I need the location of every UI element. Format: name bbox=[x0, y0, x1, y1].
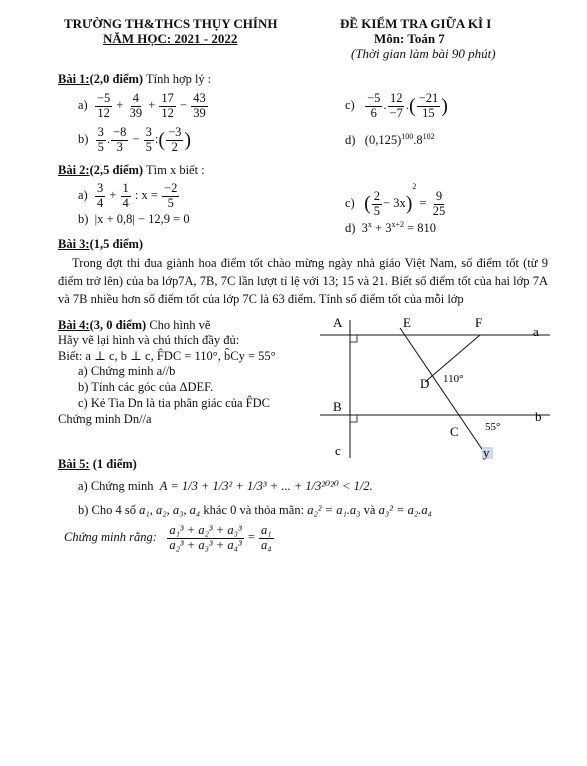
bai1-c: c) $\frac{-5}{6}$ . $\frac{12}{-7}$ .( $\frac{-21}{15}$ ) bbox=[345, 91, 448, 120]
condition-2: a₃² = a₂.a₄ bbox=[378, 503, 432, 517]
bai1-a: a) $\frac{-5}{12}$ + $\frac{4}{39}$ + $\frac{17}{12}$ − $\frac{43}{39}$ bbox=[78, 91, 206, 120]
bai2-task: Tìm x biết : bbox=[145, 163, 205, 177]
bai5-points: (1 điểm) bbox=[92, 457, 137, 471]
label-A: A bbox=[333, 315, 343, 330]
right-angle-B bbox=[350, 415, 357, 422]
bai1-label: Bài 1: bbox=[58, 72, 90, 86]
fraction: $\frac{2}{5}$ bbox=[373, 188, 381, 218]
item-label: b) bbox=[78, 212, 89, 226]
exam-duration: (Thời gian làm bài 90 phút) bbox=[351, 46, 496, 61]
label-a: a bbox=[533, 324, 539, 339]
inequality: A = 1/3 + 1/3² + 1/3³ + ... + 1/3²⁰²⁰ < 1/2. bbox=[159, 479, 373, 493]
bai1-d: d) $(0,125)^{100}.8^{102}$ bbox=[345, 132, 435, 148]
fraction: $\frac{43}{39}$ bbox=[193, 91, 206, 120]
label-55: 55° bbox=[485, 421, 501, 433]
bai5-prove: Chứng minh rằng: $\frac{\text{a₁³ + a₂³ + a₃³}}{\text{a₂³ + a₃³ + a₄³}}$ = $\frac{\text{a₁}}{\text{a₄}}$ bbox=[64, 523, 272, 552]
item-label: d) bbox=[345, 221, 356, 236]
label-b: b bbox=[535, 409, 542, 424]
label-F: F bbox=[475, 315, 483, 330]
prove-label: Chứng minh rằng: bbox=[64, 530, 157, 545]
bai2-label: Bài 2: bbox=[58, 163, 90, 177]
item-label: a) bbox=[78, 188, 88, 203]
fraction: $\frac{3}{4}$ bbox=[96, 181, 104, 210]
bai2-points: (2,5 điểm) bbox=[89, 163, 144, 177]
fraction: $\frac{4}{39}$ bbox=[129, 91, 143, 120]
bai3-problem-text: Trong đợt thi đua giành hoa điểm tốt chào mừng ngày nhà giáo Việt Nam, số điểm tốt (từ 9 điểm trở lên) của ba lớp7A, 7B, 7C lần lượt tỉ lệ với 13; 15 và 21. Biết số điểm tốt của hai lớp 7A và 7B nhiều hơn số điểm tốt của lớp 7C là 63 điểm. Tính số điểm tốt của mỗi lớp bbox=[58, 256, 548, 306]
condition-1: a₂² = a₁.a₃ bbox=[307, 503, 361, 517]
bai5-b: b) Cho 4 số a₁, a₂, a₃, a₄ khác 0 và thỏa mãn: a₂² = a₁.a₃ và a₃² = a₂.a₄ bbox=[78, 503, 432, 517]
bai5-a bbox=[78, 478, 373, 494]
fraction: $\frac{3}{5}$ bbox=[97, 125, 104, 154]
bai2-b bbox=[78, 212, 190, 227]
fraction: $\frac{-21}{15}$ bbox=[418, 91, 439, 120]
item-label: b) bbox=[78, 132, 89, 147]
item-label: b) Cho 4 số bbox=[78, 503, 136, 517]
bai4-prove: Chứng minh Dn//a bbox=[58, 412, 152, 426]
fraction: $\frac{-5}{6}$ bbox=[367, 91, 381, 120]
bai1-points: (2,0 điểm) bbox=[89, 72, 144, 86]
variables: a₁, a₂, a₃, a₄ bbox=[139, 503, 201, 517]
item-label: a) bbox=[78, 98, 88, 113]
bai4-given: Biết: a ⊥ c, b ⊥ c, F̂DC = 110°, b̂Cy = 55° bbox=[58, 349, 276, 363]
label-E: E bbox=[403, 315, 411, 330]
bai4-instruction: Hãy vẽ lại hình và chú thích đầy đủ: bbox=[58, 333, 240, 347]
bai1-task: Tính hợp lý : bbox=[145, 72, 212, 86]
label-C: C bbox=[450, 424, 459, 439]
fraction: $\frac{9}{25}$ bbox=[432, 188, 446, 218]
school-name: TRƯỜNG TH&THCS THỤY CHÍNH bbox=[64, 16, 278, 31]
fraction: $\frac{-3}{2}$ bbox=[168, 125, 182, 154]
bai1-b: b) $\frac{3}{5}$ . $\frac{-8}{3}$ − $\frac{3}{5}$ :( $\frac{-3}{2}$ ) bbox=[78, 125, 192, 154]
bai1-heading bbox=[58, 72, 211, 87]
bai5-heading bbox=[58, 457, 137, 472]
item-label: d) bbox=[345, 133, 356, 148]
bai3-label: Bài 3: bbox=[58, 237, 90, 251]
item-label: a) Chứng minh bbox=[78, 479, 154, 493]
bai5-label: Bài 5: bbox=[58, 457, 90, 471]
exam-subject: Môn: Toán 7 bbox=[374, 31, 445, 46]
bai3-heading bbox=[58, 237, 143, 252]
line-EC bbox=[400, 328, 488, 458]
fraction: $\frac{\text{a₁}}{\text{a₄}}$ bbox=[261, 523, 272, 552]
fraction: $\frac{-2}{5}$ bbox=[164, 181, 178, 210]
bai4-heading bbox=[58, 318, 210, 333]
exam-title: ĐỀ KIỂM TRA GIỮA KÌ I bbox=[340, 16, 492, 31]
bai4-points: (3, 0 điểm) bbox=[89, 318, 147, 332]
bai4-task: Cho hình vẽ bbox=[149, 318, 211, 332]
bai2-d: d) $3^x + 3^{x+2} = 810$ bbox=[345, 220, 437, 236]
label-B: B bbox=[333, 399, 342, 414]
fraction: $\frac{12}{-7}$ bbox=[389, 91, 403, 120]
item-label: c) bbox=[345, 196, 355, 210]
fraction: $\frac{17}{12}$ bbox=[161, 91, 174, 120]
bai2-heading bbox=[58, 163, 205, 178]
equation: |x + 0,8| − 12,9 = 0 bbox=[94, 212, 190, 226]
school-year: NĂM HỌC: 2021 - 2022 bbox=[103, 31, 238, 46]
label-D: D bbox=[420, 376, 430, 391]
bai2-a: a) $\frac{3}{4}$ + $\frac{1}{4}$ : x = $\frac{-2}{5}$ bbox=[78, 181, 178, 210]
item-label: c) bbox=[345, 98, 355, 113]
fraction: $\frac{-8}{3}$ bbox=[113, 125, 127, 154]
fraction: $\frac{1}{4}$ bbox=[122, 181, 129, 210]
label-c: c bbox=[335, 443, 341, 458]
fraction: $\frac{\text{a₁³ + a₂³ + a₃³}}{\text{a₂³ + a₃³ + a₄³}}$ bbox=[169, 523, 242, 552]
right-angle-A bbox=[350, 335, 357, 342]
bai4-label: Bài 4: bbox=[58, 318, 90, 332]
label-y: y bbox=[483, 445, 490, 460]
label-110: 110° bbox=[443, 373, 464, 385]
bai4-b: b) Tính các góc của ΔDEF. bbox=[78, 380, 214, 394]
fraction: $\frac{-5}{12}$ bbox=[96, 91, 111, 120]
geometry-figure bbox=[300, 310, 560, 465]
bai2-c: c) ( $\frac{2}{5}$ − 3x)$^2$ = $\frac{9}{25}$ bbox=[345, 182, 446, 218]
fraction: $\frac{3}{5}$ bbox=[145, 125, 152, 154]
bai3-points: (1,5 điểm) bbox=[89, 237, 144, 251]
bai4-a: a) Chứng minh a//b bbox=[78, 364, 176, 378]
bai4-c: c) Kẻ Tia Dn là tia phân giác của F̂DC bbox=[78, 396, 270, 410]
